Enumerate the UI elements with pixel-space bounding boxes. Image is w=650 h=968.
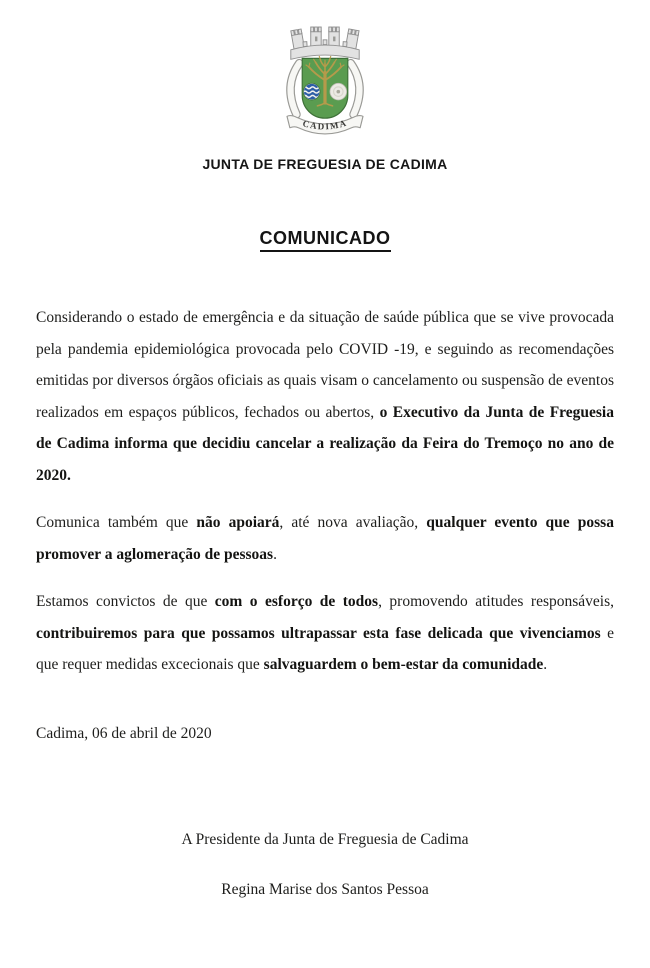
millstone-roundel-icon [330, 83, 347, 100]
cadima-banner-text: CADIMA [301, 117, 349, 132]
document-title-wrap [0, 228, 650, 252]
mural-crown-icon [291, 27, 359, 59]
body-text: , promovendo atitudes responsáveis, [378, 593, 614, 610]
body-text: e que requer medidas excecionais que [36, 624, 614, 673]
body-text: Estamos convictos de que [36, 593, 215, 610]
body-paragraph [36, 507, 614, 570]
cadima-coat-of-arms [268, 8, 382, 142]
signature-role: A Presidente da Junta de Freguesia de Cadima [181, 830, 469, 848]
body-text: . [543, 656, 548, 673]
body-text-bold: salvaguardem o bem-estar da comunidade [263, 656, 544, 673]
signature-name: Regina Marise dos Santos Pessoa [221, 880, 429, 898]
body-text-bold: contribuiremos para que possamos ultrapassar esta fase delicada que vivenciamos [36, 624, 601, 642]
body-text-bold: não apoiará [196, 514, 280, 531]
document-title: COMUNICADO [260, 228, 391, 252]
body-paragraph [36, 586, 614, 681]
body-text: . [273, 545, 277, 563]
organization-name: JUNTA DE FREGUESIA DE CADIMA [202, 156, 448, 172]
body-text-bold: o Executivo da Junta de Freguesia de Cadima informa que decidiu cancelar a realização da Feira do Tremoço no ano de 2020. [36, 403, 614, 484]
document-body [36, 302, 614, 681]
body-text-bold: qualquer evento que possa promover a aglomeração de pessoas [36, 514, 614, 563]
body-text: , até nova avaliação, [279, 514, 427, 531]
body-text: Comunica também que [36, 514, 197, 531]
document-page [0, 8, 650, 968]
body-paragraph [36, 302, 614, 491]
body-text: Considerando o estado de emergência e da situação de saúde pública que se vive provocada pela pandemia epidemiológica provocada pelo COVID -19, e seguindo as recomendações emitidas por diversos órgãos oficiais as quais visam o cancelamento ou suspensão de eventos realizados em espaços públicos, fechados ou abertos, [36, 309, 614, 421]
body-text-bold: com o esforço de todos [214, 593, 379, 610]
dateline: Cadima, 06 de abril de 2020 [36, 724, 212, 742]
coat-of-arms-svg [268, 8, 382, 142]
shield [302, 56, 348, 118]
